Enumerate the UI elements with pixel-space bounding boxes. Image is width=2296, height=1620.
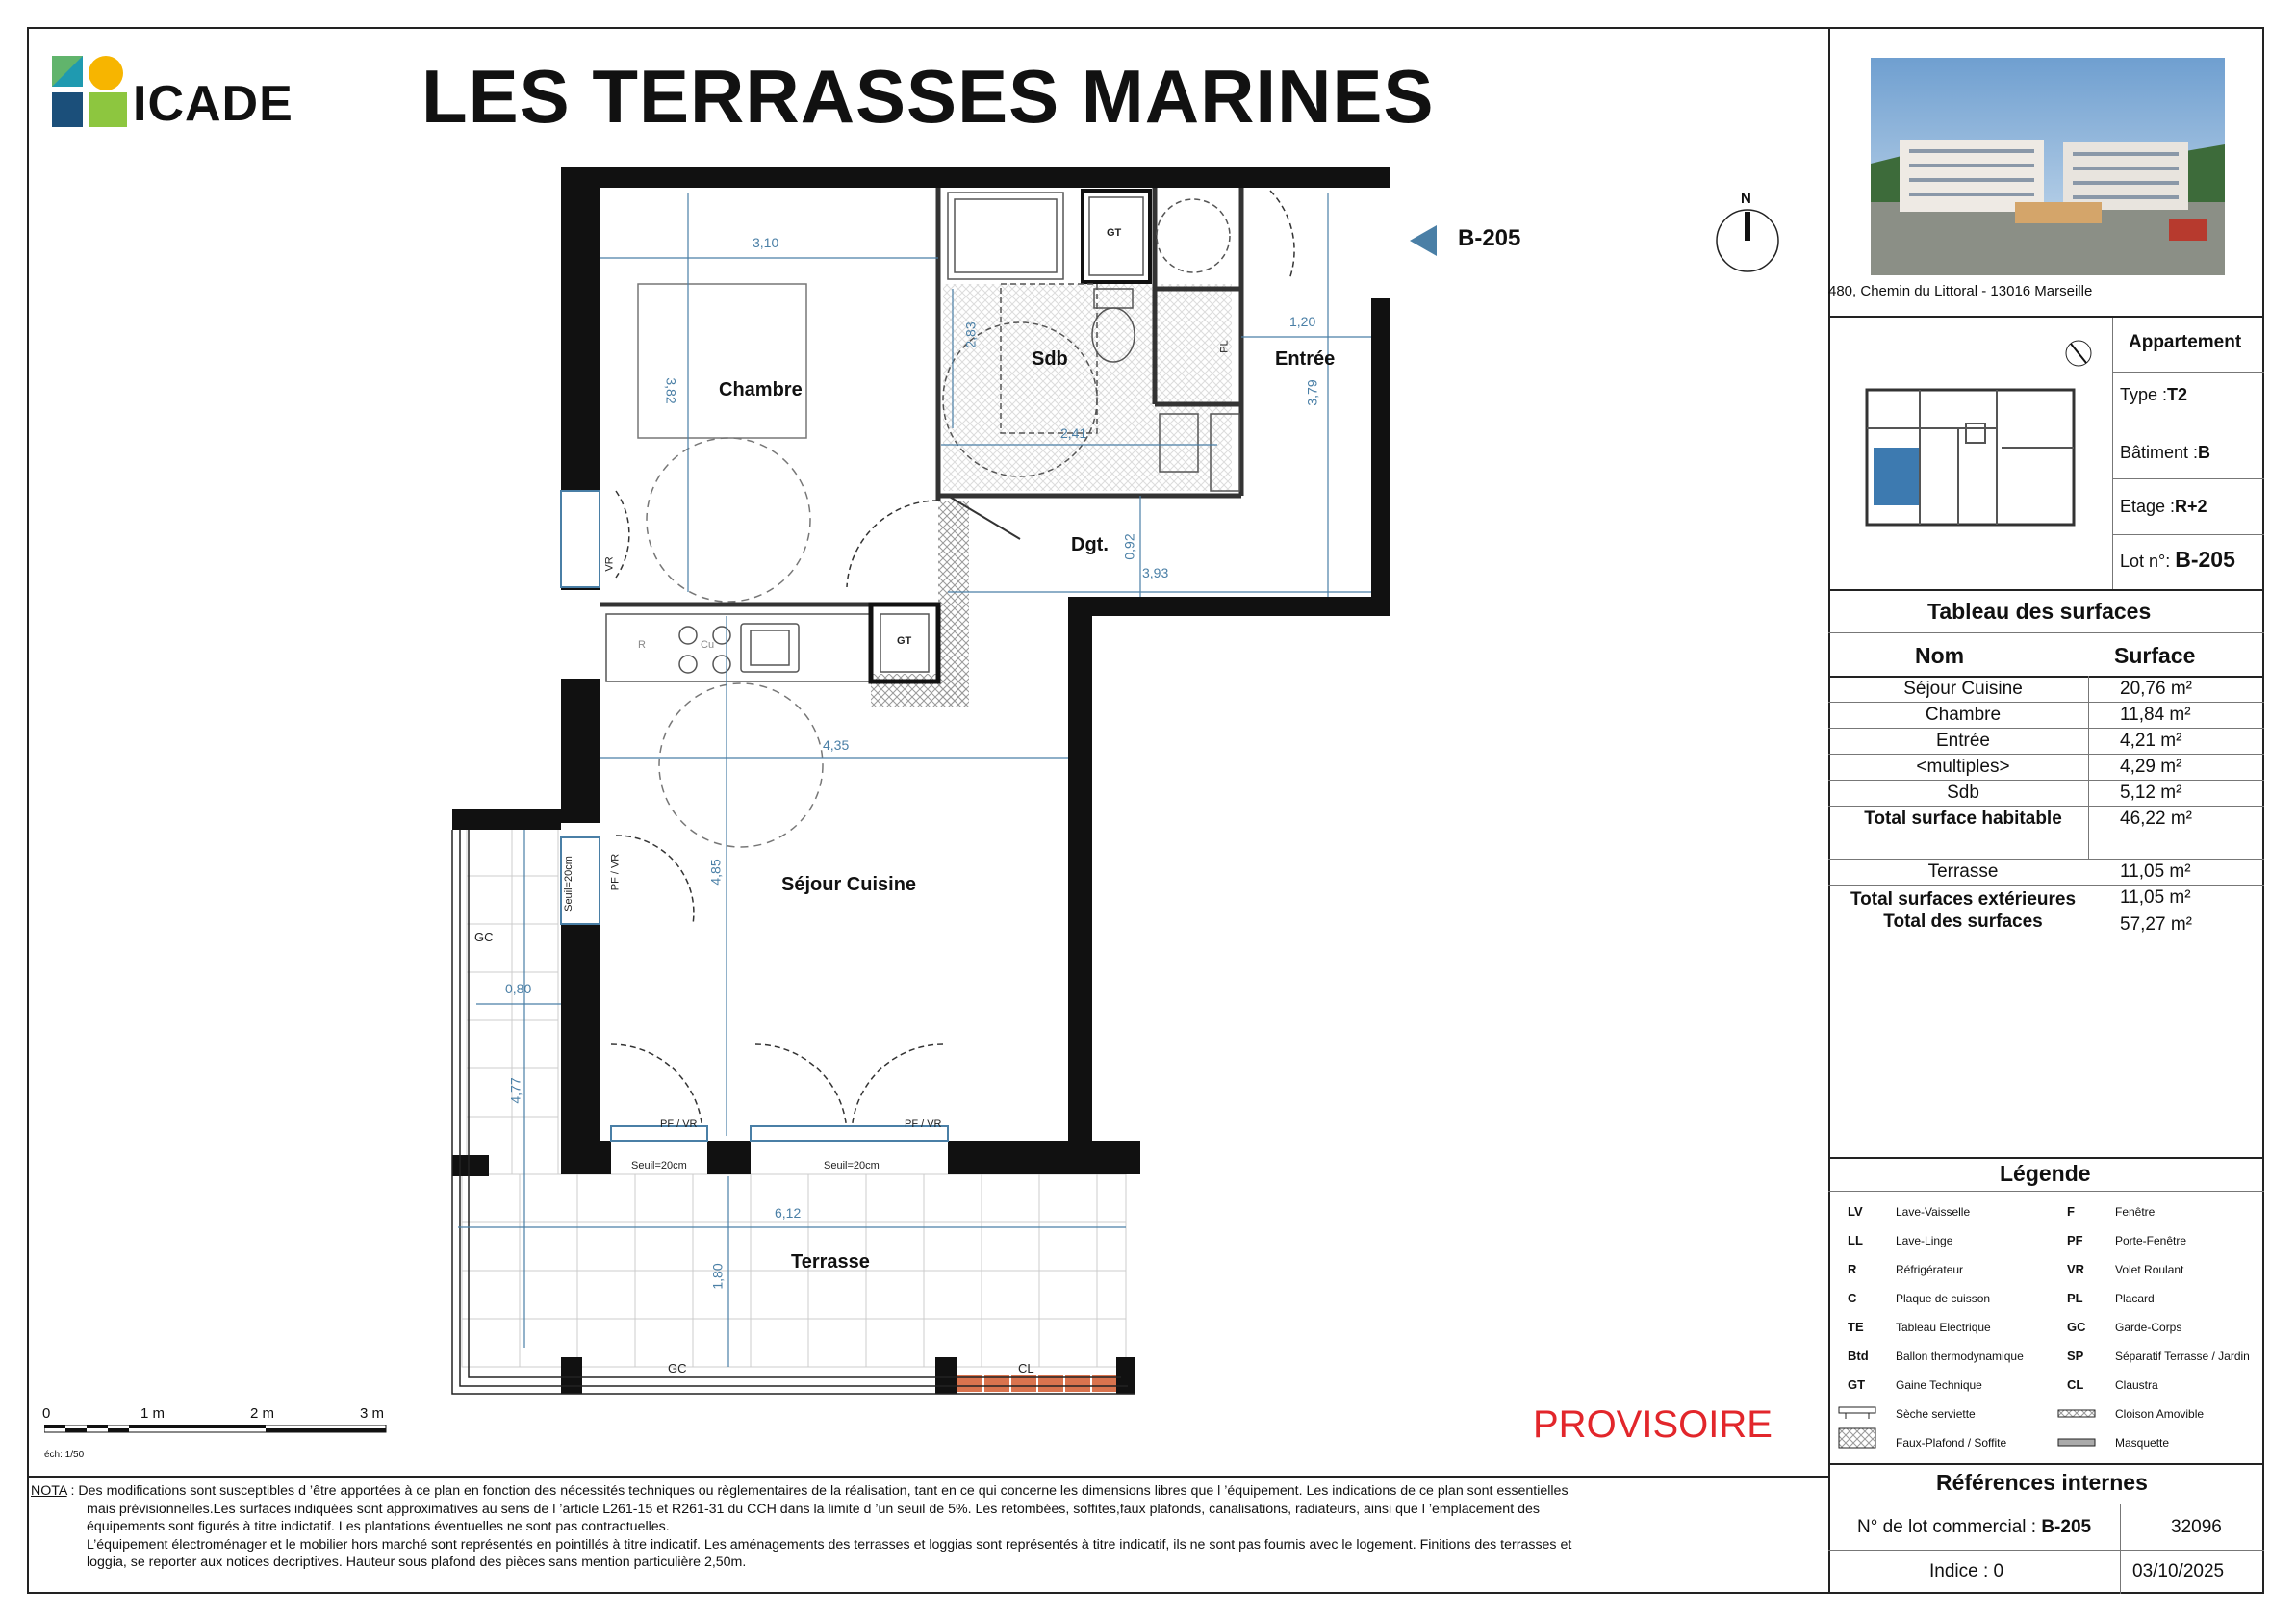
legend-label: Plaque de cuisson (1896, 1292, 1991, 1305)
nota-line: équipements sont figurés à titre indictatif. Les plantations éventuelles ne sont pas contractuelles. (87, 1519, 670, 1534)
tb-divider (1828, 885, 2264, 886)
fixture-label-pfvr: PF / VR (905, 1119, 942, 1130)
legend-label: Séparatif Terrasse / Jardin (2115, 1350, 2250, 1363)
dimension-label: 3,79 (1304, 379, 1320, 406)
surface-row-name: Entrée (1936, 731, 1990, 751)
dimension-label: 4,85 (707, 859, 724, 886)
dimension-label: 0,80 (505, 981, 532, 996)
legend-code: CL (2067, 1377, 2084, 1392)
tb-divider (1828, 1191, 2264, 1192)
fixture-label-pfvr: PF / VR (660, 1119, 698, 1130)
nota-line: : Des modifications sont susceptibles d ’être apportées à ce plan en fonction des nécessités techniques ou règlementaires de la réalisation, tant en ce qui concerne les dimensions libres que l ’équipement. Les indications de ce plan sont essentielles (66, 1483, 1569, 1499)
towel-dryer-icon (1838, 1405, 1876, 1421)
fixture-label-gc: GC (474, 930, 494, 944)
dimension-label: 3,93 (1142, 565, 1169, 580)
scale-tick: 0 (42, 1405, 51, 1422)
surface-row-value: 4,29 m² (2120, 757, 2182, 777)
dimension-label: 4,77 (507, 1077, 523, 1104)
fixture-label-gc: GC (668, 1361, 687, 1376)
legend-label: Réfrigérateur (1896, 1263, 1964, 1276)
total-habitable-label: Total surface habitable (1864, 809, 2062, 829)
legende-title: Légende (2000, 1161, 2091, 1186)
indice-label: Indice : (1929, 1561, 1989, 1581)
legend-label: Claustra (2115, 1378, 2158, 1392)
tb-divider (1828, 728, 2264, 729)
type-value: T2 (2167, 385, 2188, 404)
surface-row-name: Chambre (1925, 705, 2002, 725)
nota-block (31, 1482, 1821, 1572)
tb-divider (1828, 806, 2264, 807)
fixture-label-cl: CL (1018, 1361, 1034, 1376)
nota-divider (27, 1476, 1829, 1478)
legend-code: R (1848, 1262, 1857, 1276)
legend-code: VR (2067, 1262, 2085, 1276)
legend-label: Placard (2115, 1292, 2155, 1305)
fixture-label-vr: VR (603, 556, 616, 572)
lot-row (2120, 547, 2235, 573)
dimension-label: 1,80 (709, 1263, 726, 1290)
tb-divider (1828, 632, 2264, 633)
tb-divider (1828, 316, 2264, 318)
tb-divider (2120, 1504, 2121, 1594)
indice-value: 0 (1993, 1561, 2004, 1581)
tb-divider (1828, 676, 2264, 678)
fixture-label-gt: GT (897, 635, 912, 647)
tb-divider (1828, 1157, 2264, 1159)
lot-commercial-row (1857, 1517, 2091, 1538)
page-title: LES TERRASSES MARINES (421, 54, 1435, 139)
type-row (2120, 385, 2187, 405)
scale-tick: 2 m (250, 1405, 275, 1422)
references-title: Références internes (1936, 1470, 2148, 1495)
total-ext-value: 11,05 m² (2120, 887, 2191, 908)
legend-code: PL (2067, 1291, 2083, 1305)
indice-row (1929, 1561, 2003, 1582)
batiment-value: B (2198, 443, 2211, 462)
legend-label: Lave-Vaisselle (1896, 1205, 1971, 1219)
terrasse-label: Terrasse (1927, 861, 1999, 882)
building-rendering (1871, 58, 2225, 275)
legend-label: Faux-Plafond / Soffite (1896, 1436, 2007, 1450)
room-label-sejour: Séjour Cuisine (781, 874, 917, 895)
legend-label: Sèche serviette (1896, 1407, 1976, 1421)
lot-value: B-205 (2175, 547, 2235, 572)
status-stamp: PROVISOIRE (1533, 1403, 1773, 1446)
masquette-icon (2057, 1438, 2096, 1448)
legend-code: GT (1848, 1377, 1866, 1392)
surface-row-name: Séjour Cuisine (1903, 679, 2023, 699)
legend-label: Lave-Linge (1896, 1234, 1953, 1247)
surface-row-value: 11,84 m² (2120, 705, 2191, 725)
nota-line: loggia, se reporter aux notices decriptives. Hauteur sous plafond des pièces sans mention particulière 2,50m. (87, 1555, 747, 1570)
surface-row-name: <multiples> (1916, 757, 2010, 777)
nota-line: L’équipement électroménager et le mobilier hors marché sont représentés en pointillés à titre indicatif. Les aménagements des terrasses et loggias sont représentés à titre indicatif, ils ne sont pas fournis avec le logement. Finitions des terrasses et (87, 1536, 1572, 1553)
legend-label: Cloison Amovible (2115, 1407, 2205, 1421)
dimension-label: 0,92 (1121, 533, 1137, 560)
nota-label: NOTA (31, 1483, 67, 1499)
total-label: Total des surfaces (1883, 912, 2043, 932)
plan-date: 03/10/2025 (2132, 1561, 2225, 1581)
tb-divider (2112, 318, 2113, 589)
fixture-label-pfvr: PF / VR (609, 853, 622, 891)
project-address: 480, Chemin du Littoral - 13016 Marseille (1828, 283, 2093, 299)
room-label-terrasse: Terrasse (791, 1251, 870, 1273)
legend-label: Fenêtre (2115, 1205, 2156, 1219)
legend-code: PF (2067, 1233, 2083, 1247)
dimension-label: 1,20 (1289, 314, 1316, 329)
false-ceiling-icon (1838, 1427, 1876, 1449)
fixture-label-seuil: Seuil=20cm (631, 1160, 687, 1171)
fixture-label-pl: PL (1218, 340, 1231, 353)
legend-code: SP (2067, 1349, 2084, 1363)
room-label-chambre: Chambre (719, 379, 803, 400)
legend-code: LV (1848, 1204, 1863, 1219)
key-plan (1862, 332, 2093, 534)
tb-divider (2112, 372, 2264, 373)
tb-divider (1828, 1463, 2264, 1465)
total-habitable-value: 46,22 m² (2120, 809, 2192, 829)
titleblock-divider (1828, 27, 1830, 1594)
surfaces-title: Tableau des surfaces (1927, 599, 2152, 624)
legend-code: F (2067, 1204, 2075, 1219)
legend-code: TE (1848, 1320, 1864, 1334)
tb-divider (1828, 754, 2264, 755)
legend-label: Ballon thermodynamique (1896, 1350, 2024, 1363)
legend-label: Volet Roulant (2115, 1263, 2184, 1276)
dimension-label: 3,82 (663, 377, 679, 404)
tb-divider (1828, 859, 2264, 860)
batiment-label: Bâtiment : (2120, 443, 2199, 462)
scale-tick: 1 m (140, 1405, 166, 1422)
room-label-dgt: Dgt. (1071, 534, 1109, 555)
room-label-sdb: Sdb (1032, 348, 1068, 370)
internal-code: 32096 (2171, 1517, 2222, 1537)
etage-value: R+2 (2175, 497, 2207, 516)
surface-row-name: Sdb (1947, 783, 1979, 803)
lot-marker-label: B-205 (1458, 225, 1521, 251)
etage-label: Etage : (2120, 497, 2176, 516)
tb-divider (2112, 478, 2264, 479)
legend-label: Masquette (2115, 1436, 2170, 1450)
fixture-label-gt: GT (1107, 227, 1122, 239)
fixture-label-cu: Cu (701, 639, 715, 651)
tb-divider (2112, 534, 2264, 535)
legend-code: Btd (1848, 1349, 1869, 1363)
tb-divider (1828, 702, 2264, 703)
scale-tick: 3 m (360, 1405, 385, 1422)
lot-commercial-label: N° de lot commercial : (1857, 1517, 2037, 1537)
total-ext-label: Total surfaces extérieures (1850, 889, 2077, 910)
lot-label: Lot n°: (2120, 552, 2171, 571)
tb-divider (1828, 589, 2264, 591)
dimension-label: 3,10 (753, 235, 779, 250)
surfaces-col-name: Nom (1915, 643, 1965, 668)
tb-divider (1828, 1550, 2264, 1551)
appartement-header: Appartement (2129, 332, 2242, 352)
total-value: 57,27 m² (2120, 914, 2192, 935)
fixture-label-seuil: Seuil=20cm (824, 1160, 880, 1171)
dimension-label: 2,83 (962, 321, 979, 348)
lot-commercial-value: B-205 (2041, 1517, 2092, 1537)
surface-row-value: 20,76 m² (2120, 679, 2192, 699)
fixture-label-seuil: Seuil=20cm (562, 856, 574, 912)
legend-code: C (1848, 1291, 1857, 1305)
legend-label: Tableau Electrique (1896, 1321, 1991, 1334)
legend-label: Garde-Corps (2115, 1321, 2182, 1334)
scale-bar (44, 1425, 391, 1444)
type-label: Type : (2120, 385, 2168, 404)
legend-code: LL (1848, 1233, 1863, 1247)
tb-divider (2088, 676, 2089, 859)
legend-code: GC (2067, 1320, 2086, 1334)
surface-row-value: 4,21 m² (2120, 731, 2182, 751)
scale-label: éch: 1/50 (44, 1450, 85, 1460)
dimension-label: 6,12 (775, 1205, 802, 1221)
legend-label: Gaine Technique (1896, 1378, 1982, 1392)
tb-divider (1828, 780, 2264, 781)
surfaces-col-surface: Surface (2114, 643, 2196, 668)
removable-partition-icon (2057, 1409, 2096, 1419)
legend-label: Porte-Fenêtre (2115, 1234, 2187, 1247)
compass-letter: N (1741, 191, 1751, 207)
dimension-label: 4,35 (823, 737, 850, 753)
room-label-entree: Entrée (1275, 348, 1336, 370)
etage-row (2120, 497, 2207, 517)
brand-name: ICADE (133, 76, 293, 132)
fixture-label-r: R (638, 639, 646, 651)
dimension-label: 2,41 (1060, 425, 1087, 441)
nota-line: mais prévisionnelles.Les surfaces indiquées sont approximatives au sens de l ’article L261-15 et R261-31 du CCH dans la limite d ’un seuil de 5%. Les retombées, soffites,faux plafonds, canalisations, radiateurs, ainsi que l ’emplacement des (87, 1501, 1540, 1517)
surface-row-value: 5,12 m² (2120, 783, 2182, 803)
batiment-row (2120, 443, 2210, 463)
terrasse-value: 11,05 m² (2120, 861, 2191, 882)
